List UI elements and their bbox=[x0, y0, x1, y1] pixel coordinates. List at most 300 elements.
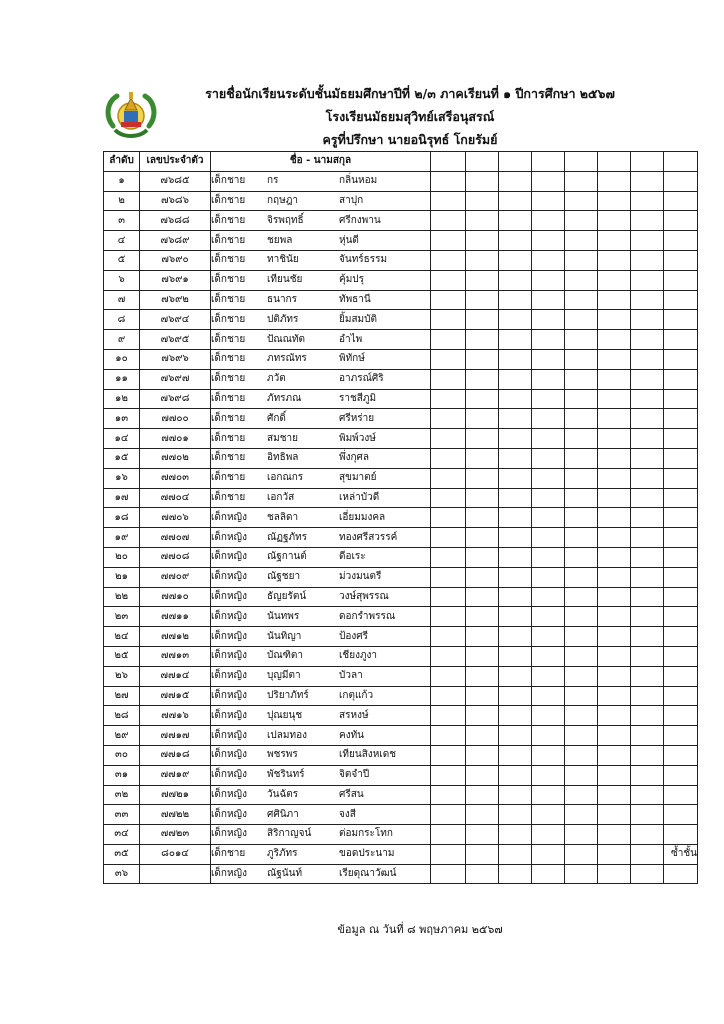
name-prefix: เด็กชาย bbox=[211, 214, 246, 226]
blank-cell bbox=[631, 844, 664, 864]
blank-cell bbox=[532, 844, 565, 864]
advisor-name: ครูที่ปรึกษา นายอนิรุทธ์ โกยรัมย์ bbox=[322, 132, 498, 147]
table-row bbox=[104, 844, 698, 864]
remark-cell bbox=[664, 211, 698, 231]
student-name bbox=[211, 706, 431, 726]
blank-cell bbox=[532, 706, 565, 726]
student-id: ๗๗๐๔ bbox=[140, 488, 211, 508]
blank-cell bbox=[431, 270, 466, 290]
student-id: ๗๗๑๘ bbox=[140, 745, 211, 765]
blank-cell bbox=[598, 844, 631, 864]
blank-cell bbox=[499, 607, 532, 627]
blank-cell bbox=[565, 528, 598, 548]
student-name bbox=[211, 607, 431, 627]
row-number: ๑๘ bbox=[104, 508, 140, 528]
blank-cell bbox=[431, 607, 466, 627]
table-row bbox=[104, 349, 698, 369]
blank-cell bbox=[565, 765, 598, 785]
row-number: ๑๕ bbox=[104, 448, 140, 468]
blank-cell bbox=[532, 805, 565, 825]
student-name bbox=[211, 646, 431, 666]
blank-cell bbox=[631, 627, 664, 647]
blank-cell bbox=[565, 429, 598, 449]
student-name bbox=[211, 488, 431, 508]
first-name: วันฉัตร bbox=[267, 788, 299, 800]
remark-cell bbox=[664, 448, 698, 468]
last-name: ศรีกงพาน bbox=[339, 214, 381, 226]
name-prefix: เด็กชาย bbox=[211, 274, 246, 286]
name-prefix: เด็กชาย bbox=[211, 452, 246, 464]
last-name: จิตจำปี bbox=[339, 769, 370, 781]
blank-cell bbox=[598, 785, 631, 805]
blank-cell bbox=[466, 330, 499, 350]
student-id: ๗๗๑๒ bbox=[140, 627, 211, 647]
last-name: ม่วงมนตรี bbox=[339, 571, 382, 583]
student-id: ๗๗๐๗ bbox=[140, 528, 211, 548]
remark-cell bbox=[664, 547, 698, 567]
table-row bbox=[104, 330, 698, 350]
blank-cell bbox=[499, 726, 532, 746]
blank-cell bbox=[431, 389, 466, 409]
blank-cell bbox=[631, 567, 664, 587]
blank-cell bbox=[631, 389, 664, 409]
blank-cell bbox=[631, 290, 664, 310]
blank-cell bbox=[598, 864, 631, 884]
blank-cell bbox=[565, 627, 598, 647]
first-name: เทียนชัย bbox=[267, 274, 303, 286]
student-name bbox=[211, 290, 431, 310]
blank-cell bbox=[631, 468, 664, 488]
table-row bbox=[104, 745, 698, 765]
remark-cell bbox=[664, 587, 698, 607]
blank-cell bbox=[532, 607, 565, 627]
blank-cell bbox=[598, 627, 631, 647]
last-name: ป้องศรี bbox=[339, 630, 368, 642]
blank-cell bbox=[631, 587, 664, 607]
blank-header-cell bbox=[431, 152, 466, 172]
blank-cell bbox=[598, 508, 631, 528]
table-row bbox=[104, 389, 698, 409]
blank-cell bbox=[598, 528, 631, 548]
blank-cell bbox=[499, 171, 532, 191]
student-id: ๗๖๙๑ bbox=[140, 270, 211, 290]
blank-cell bbox=[532, 627, 565, 647]
table-row bbox=[104, 686, 698, 706]
blank-cell bbox=[499, 488, 532, 508]
student-roster-table bbox=[103, 151, 698, 884]
blank-cell bbox=[431, 468, 466, 488]
blank-cell bbox=[499, 864, 532, 884]
col-header-id: เลขประจำตัว bbox=[140, 152, 211, 172]
blank-cell bbox=[532, 330, 565, 350]
blank-cell bbox=[499, 409, 532, 429]
student-name bbox=[211, 448, 431, 468]
blank-cell bbox=[565, 508, 598, 528]
blank-cell bbox=[532, 686, 565, 706]
name-prefix: เด็กชาย bbox=[211, 412, 246, 424]
row-number: ๑๙ bbox=[104, 528, 140, 548]
name-prefix: เด็กชาย bbox=[211, 472, 246, 484]
last-name: ทองศรีสวรรค์ bbox=[339, 531, 398, 543]
last-name: หุ่นดี bbox=[339, 234, 359, 246]
remark-cell bbox=[664, 666, 698, 686]
blank-cell bbox=[598, 349, 631, 369]
blank-cell bbox=[532, 211, 565, 231]
blank-header-cell bbox=[631, 152, 664, 172]
table-row bbox=[104, 468, 698, 488]
remark-cell bbox=[664, 706, 698, 726]
blank-header-cell bbox=[565, 152, 598, 172]
student-name bbox=[211, 785, 431, 805]
remark-cell bbox=[664, 429, 698, 449]
blank-cell bbox=[532, 864, 565, 884]
remark-cell bbox=[664, 290, 698, 310]
first-name: ปริยาภัทร์ bbox=[267, 689, 309, 701]
last-name: เทียนสิงหเดช bbox=[339, 749, 396, 761]
blank-cell bbox=[431, 785, 466, 805]
remark-cell: ซ้ำชั้น bbox=[664, 844, 698, 864]
blank-cell bbox=[631, 745, 664, 765]
blank-cell bbox=[466, 508, 499, 528]
student-name bbox=[211, 844, 431, 864]
blank-cell bbox=[565, 686, 598, 706]
remark-cell bbox=[664, 726, 698, 746]
blank-cell bbox=[466, 409, 499, 429]
last-name: จันทร์ธรรม bbox=[339, 254, 388, 266]
row-number: ๗ bbox=[104, 290, 140, 310]
blank-cell bbox=[598, 171, 631, 191]
blank-cell bbox=[532, 270, 565, 290]
row-number: ๓๐ bbox=[104, 745, 140, 765]
remark-cell bbox=[664, 349, 698, 369]
blank-cell bbox=[499, 468, 532, 488]
blank-cell bbox=[631, 429, 664, 449]
remark-cell bbox=[664, 310, 698, 330]
student-name bbox=[211, 567, 431, 587]
name-prefix: เด็กหญิง bbox=[211, 511, 247, 523]
student-name bbox=[211, 468, 431, 488]
first-name: ณัฐชยา bbox=[267, 571, 301, 583]
table-row bbox=[104, 270, 698, 290]
last-name: สรหงษ์ bbox=[339, 709, 369, 721]
row-number: ๒๒ bbox=[104, 587, 140, 607]
first-name: ปุณยนุช bbox=[267, 709, 303, 721]
student-id: ๗๗๐๑ bbox=[140, 429, 211, 449]
first-name: เอกณกร bbox=[267, 472, 304, 484]
name-prefix: เด็กหญิง bbox=[211, 828, 247, 840]
first-name: ศักดิ์ bbox=[267, 412, 286, 424]
blank-cell bbox=[532, 389, 565, 409]
table-row bbox=[104, 310, 698, 330]
blank-cell bbox=[431, 211, 466, 231]
blank-cell bbox=[499, 567, 532, 587]
student-name bbox=[211, 547, 431, 567]
student-name bbox=[211, 429, 431, 449]
blank-cell bbox=[466, 547, 499, 567]
student-id: ๗๖๙๒ bbox=[140, 290, 211, 310]
blank-cell bbox=[466, 349, 499, 369]
row-number: ๒๕ bbox=[104, 646, 140, 666]
student-id: ๗๖๙๗ bbox=[140, 369, 211, 389]
blank-cell bbox=[565, 369, 598, 389]
blank-cell bbox=[431, 310, 466, 330]
blank-cell bbox=[631, 330, 664, 350]
blank-cell bbox=[565, 330, 598, 350]
blank-cell bbox=[631, 864, 664, 884]
name-prefix: เด็กหญิง bbox=[211, 571, 247, 583]
last-name: ต่อมกระโทก bbox=[339, 828, 393, 840]
student-id: ๗๗๒๓ bbox=[140, 825, 211, 845]
first-name: กฤษฎา bbox=[267, 194, 299, 206]
blank-cell bbox=[598, 448, 631, 468]
document-title: รายชื่อนักเรียนระดับชั้นมัธยมศึกษาปีที่ ๒/๓ ภาคเรียนที่ ๑ ปีการศึกษา ๒๕๖๗ bbox=[205, 86, 615, 101]
student-id: ๗๗๐๘ bbox=[140, 547, 211, 567]
blank-cell bbox=[499, 290, 532, 310]
blank-cell bbox=[532, 448, 565, 468]
blank-cell bbox=[565, 567, 598, 587]
table-row bbox=[104, 488, 698, 508]
blank-cell bbox=[499, 785, 532, 805]
blank-cell bbox=[532, 567, 565, 587]
row-number: ๒๘ bbox=[104, 706, 140, 726]
last-name: จงสี bbox=[339, 808, 356, 820]
blank-cell bbox=[631, 250, 664, 270]
last-name: ศรีสน bbox=[339, 788, 364, 800]
student-name bbox=[211, 805, 431, 825]
blank-cell bbox=[466, 805, 499, 825]
student-id: ๗๖๘๙ bbox=[140, 231, 211, 251]
row-number: ๘ bbox=[104, 310, 140, 330]
col-header-no: ลำดับ bbox=[104, 152, 140, 172]
remark-cell bbox=[664, 330, 698, 350]
blank-header-cell bbox=[466, 152, 499, 172]
last-name: เหล่าบัวดี bbox=[339, 491, 380, 503]
first-name: นันทิญา bbox=[267, 630, 302, 642]
blank-cell bbox=[431, 528, 466, 548]
remark-cell bbox=[664, 528, 698, 548]
student-id: ๗๖๘๕ bbox=[140, 171, 211, 191]
student-id: ๗๗๑๗ bbox=[140, 726, 211, 746]
blank-cell bbox=[499, 211, 532, 231]
table-row bbox=[104, 528, 698, 548]
first-name: อิทธิพล bbox=[267, 452, 299, 464]
blank-cell bbox=[631, 270, 664, 290]
table-row bbox=[104, 646, 698, 666]
row-number: ๒๓ bbox=[104, 607, 140, 627]
first-name: บุญมีตา bbox=[267, 670, 301, 682]
blank-cell bbox=[565, 706, 598, 726]
student-name bbox=[211, 686, 431, 706]
blank-cell bbox=[431, 844, 466, 864]
blank-cell bbox=[499, 666, 532, 686]
student-name bbox=[211, 627, 431, 647]
blank-cell bbox=[532, 825, 565, 845]
table-row bbox=[104, 825, 698, 845]
blank-cell bbox=[466, 765, 499, 785]
blank-cell bbox=[466, 785, 499, 805]
blank-cell bbox=[565, 468, 598, 488]
student-id: ๗๗๑๓ bbox=[140, 646, 211, 666]
blank-cell bbox=[598, 231, 631, 251]
remark-cell bbox=[664, 805, 698, 825]
blank-cell bbox=[598, 765, 631, 785]
row-number: ๑๓ bbox=[104, 409, 140, 429]
student-id: ๗๖๘๘ bbox=[140, 211, 211, 231]
name-prefix: เด็กหญิง bbox=[211, 630, 247, 642]
name-prefix: เด็กหญิง bbox=[211, 670, 247, 682]
student-id: ๗๗๐๒ bbox=[140, 448, 211, 468]
first-name: ชลลิดา bbox=[267, 511, 299, 523]
name-prefix: เด็กหญิง bbox=[211, 769, 247, 781]
last-name: ทัพธานี bbox=[339, 293, 371, 305]
student-id: ๘๐๑๔ bbox=[140, 844, 211, 864]
blank-cell bbox=[431, 231, 466, 251]
first-name: พชรพร bbox=[267, 749, 298, 761]
blank-cell bbox=[565, 211, 598, 231]
blank-cell bbox=[598, 389, 631, 409]
blank-cell bbox=[631, 508, 664, 528]
table-row bbox=[104, 429, 698, 449]
table-row bbox=[104, 369, 698, 389]
table-row bbox=[104, 587, 698, 607]
last-name: กลิ่นหอม bbox=[339, 175, 378, 187]
blank-cell bbox=[631, 211, 664, 231]
blank-cell bbox=[565, 805, 598, 825]
blank-cell bbox=[532, 508, 565, 528]
blank-cell bbox=[565, 547, 598, 567]
blank-cell bbox=[631, 706, 664, 726]
blank-cell bbox=[499, 448, 532, 468]
blank-cell bbox=[532, 745, 565, 765]
name-prefix: เด็กชาย bbox=[211, 333, 246, 345]
blank-cell bbox=[631, 448, 664, 468]
blank-cell bbox=[499, 508, 532, 528]
blank-cell bbox=[598, 191, 631, 211]
blank-cell bbox=[431, 290, 466, 310]
last-name: เอี่ยมมงคล bbox=[339, 511, 386, 523]
blank-cell bbox=[431, 191, 466, 211]
remark-cell bbox=[664, 191, 698, 211]
row-number: ๑๔ bbox=[104, 429, 140, 449]
name-prefix: เด็กชาย bbox=[211, 432, 246, 444]
blank-cell bbox=[532, 726, 565, 746]
blank-cell bbox=[431, 646, 466, 666]
col-header-name: ชื่อ - นามสกุล bbox=[211, 152, 431, 172]
student-name bbox=[211, 270, 431, 290]
student-id: ๗๗๐๓ bbox=[140, 468, 211, 488]
blank-cell bbox=[631, 547, 664, 567]
table-row bbox=[104, 250, 698, 270]
remark-cell bbox=[664, 508, 698, 528]
blank-cell bbox=[598, 706, 631, 726]
row-number: ๒๗ bbox=[104, 686, 140, 706]
blank-cell bbox=[499, 250, 532, 270]
blank-cell bbox=[532, 528, 565, 548]
last-name: เชียงภูงา bbox=[339, 650, 378, 662]
last-name: สาปุก bbox=[339, 194, 364, 206]
remark-cell bbox=[664, 231, 698, 251]
remark-cell bbox=[664, 567, 698, 587]
last-name: คงทัน bbox=[339, 729, 364, 741]
first-name: จิรพฤทธิ์ bbox=[267, 214, 304, 226]
blank-header-cell bbox=[499, 152, 532, 172]
blank-cell bbox=[598, 726, 631, 746]
blank-cell bbox=[532, 369, 565, 389]
blank-cell bbox=[565, 250, 598, 270]
row-number: ๑๗ bbox=[104, 488, 140, 508]
blank-cell bbox=[532, 231, 565, 251]
blank-cell bbox=[565, 745, 598, 765]
student-name bbox=[211, 409, 431, 429]
blank-cell bbox=[466, 686, 499, 706]
blank-cell bbox=[466, 825, 499, 845]
last-name: พิมพ์วงษ์ bbox=[339, 432, 376, 444]
roster-body bbox=[104, 171, 698, 884]
name-prefix: เด็กชาย bbox=[211, 254, 246, 266]
student-id: ๗๗๑๕ bbox=[140, 686, 211, 706]
name-prefix: เด็กหญิง bbox=[211, 709, 247, 721]
last-name: ยิ้มสมบัติ bbox=[339, 313, 377, 325]
blank-cell bbox=[532, 191, 565, 211]
first-name: กร bbox=[267, 175, 279, 187]
blank-cell bbox=[598, 607, 631, 627]
blank-cell bbox=[466, 706, 499, 726]
blank-cell bbox=[466, 468, 499, 488]
blank-cell bbox=[466, 745, 499, 765]
row-number: ๒๑ bbox=[104, 567, 140, 587]
blank-cell bbox=[431, 171, 466, 191]
blank-cell bbox=[431, 765, 466, 785]
blank-cell bbox=[532, 468, 565, 488]
blank-cell bbox=[598, 547, 631, 567]
blank-cell bbox=[466, 666, 499, 686]
table-row bbox=[104, 171, 698, 191]
table-row bbox=[104, 547, 698, 567]
student-id: ๗๗๐๙ bbox=[140, 567, 211, 587]
student-id: ๗๗๐๖ bbox=[140, 508, 211, 528]
table-row bbox=[104, 666, 698, 686]
student-id: ๗๖๙๐ bbox=[140, 250, 211, 270]
last-name: สุขมาตย์ bbox=[339, 472, 377, 484]
blank-cell bbox=[598, 666, 631, 686]
first-name: ภวัต bbox=[267, 373, 286, 385]
blank-cell bbox=[431, 666, 466, 686]
blank-cell bbox=[565, 666, 598, 686]
last-name: ดีอเระ bbox=[339, 551, 366, 563]
last-name: ราชสีภูมิ bbox=[339, 392, 377, 404]
student-name bbox=[211, 587, 431, 607]
student-name bbox=[211, 250, 431, 270]
blank-cell bbox=[431, 686, 466, 706]
row-number: ๙ bbox=[104, 330, 140, 350]
blank-cell bbox=[565, 825, 598, 845]
blank-cell bbox=[466, 587, 499, 607]
table-row bbox=[104, 211, 698, 231]
remark-cell bbox=[664, 825, 698, 845]
blank-cell bbox=[499, 706, 532, 726]
student-id: ๗๗๑๐ bbox=[140, 587, 211, 607]
name-prefix: เด็กหญิง bbox=[211, 729, 247, 741]
blank-cell bbox=[431, 488, 466, 508]
remark-cell bbox=[664, 250, 698, 270]
last-name: พิทักษ์ bbox=[339, 353, 365, 365]
last-name: อาภรณ์ศิริ bbox=[339, 373, 384, 385]
blank-cell bbox=[631, 765, 664, 785]
blank-cell bbox=[499, 587, 532, 607]
blank-cell bbox=[431, 587, 466, 607]
blank-cell bbox=[631, 607, 664, 627]
student-id: ๗๖๙๘ bbox=[140, 389, 211, 409]
